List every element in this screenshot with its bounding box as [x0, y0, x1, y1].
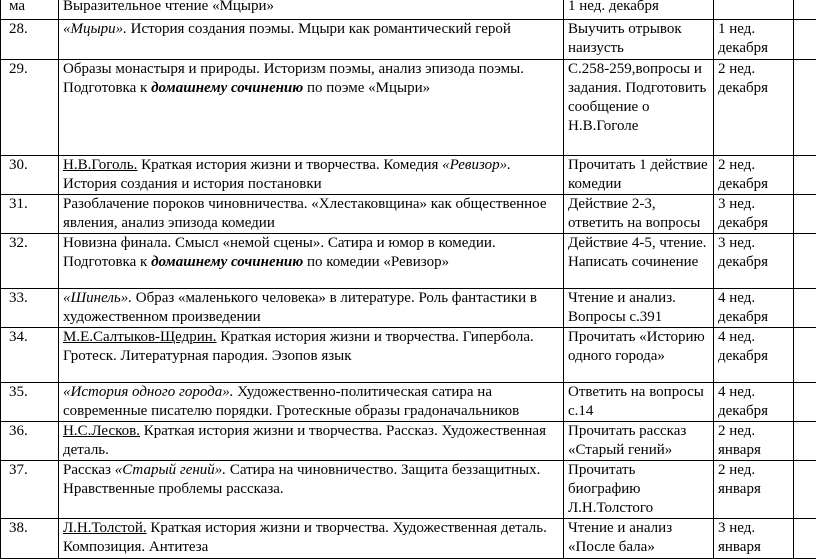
essay-emphasis: домашнему сочинению [151, 254, 303, 270]
lesson-number: 30. [1, 156, 59, 195]
lesson-date: 3 нед. января [714, 519, 794, 559]
lesson-number: 38. [1, 519, 59, 559]
lesson-extra [794, 234, 816, 289]
lesson-homework: Прочитать рассказ «Старый гений» [564, 422, 714, 461]
lesson-topic: Разоблачение пороков чиновничества. «Хлестаковщина» как общественное явления, анализ эпизода комедии [59, 195, 564, 234]
lesson-extra [794, 289, 816, 328]
lesson-extra [794, 0, 816, 20]
table-row [1, 422, 816, 461]
work-title: «Шинель». [63, 290, 132, 306]
lesson-number: 34. [1, 328, 59, 383]
lesson-homework: Прочитать 1 действие комедии [564, 156, 714, 195]
lesson-date: 4 нед. декабря [714, 289, 794, 328]
lesson-date: 2 нед. декабря [714, 156, 794, 195]
lesson-topic: М.Е.Салтыков-Щедрин. Краткая история жизни и творчества. Гипербола. Гротеск. Литературная пародия. Эзопов язык [59, 328, 564, 383]
author-link[interactable]: Н.С.Лесков. [63, 423, 140, 439]
lesson-date: 3 нед. декабря [714, 234, 794, 289]
lesson-homework: Действие 4-5, чтение. Написать сочинение [564, 234, 714, 289]
lesson-topic: Образы монастыря и природы. Историзм поэмы, анализ эпизода поэмы. Подготовка к домашнему сочинению по поэме «Мцыри» [59, 60, 564, 156]
lesson-homework: Выучить отрывок наизусть [564, 20, 714, 60]
lesson-extra [794, 461, 816, 519]
table-row [1, 156, 816, 195]
table-row [1, 60, 816, 156]
lesson-number: 37. [1, 461, 59, 519]
lesson-topic: «История одного города». Художественно-политическая сатира на современные писателю порядки. Гротескные образы градоначальников [59, 383, 564, 422]
lesson-topic: Новизна финала. Смысл «немой сцены». Сатира и юмор в комедии. Подготовка к домашнему сочинению по комедии «Ревизор» [59, 234, 564, 289]
lesson-homework: Чтение и анализ «После бала» [564, 519, 714, 559]
lesson-homework: С.258-259,вопросы и задания. Подготовить сообщение о Н.В.Гоголе [564, 60, 714, 156]
lesson-topic: Выразительное чтение «Мцыри» [59, 0, 564, 20]
lesson-extra [794, 60, 816, 156]
lesson-topic: Рассказ «Старый гений». Сатира на чиновничество. Защита беззащитных. Нравственные проблемы рассказа. [59, 461, 564, 519]
table-row [1, 461, 816, 519]
work-title: «Старый гений». [115, 462, 226, 478]
lesson-number: 35. [1, 383, 59, 422]
lesson-topic: «Мцыри». История создания поэмы. Мцыри как романтический герой [59, 20, 564, 60]
lesson-extra [794, 422, 816, 461]
table-row [1, 383, 816, 422]
work-title: «Мцыри». [63, 21, 127, 37]
table-row [1, 328, 816, 383]
lesson-date: 2 нед. января [714, 422, 794, 461]
lesson-number: 32. [1, 234, 59, 289]
lesson-topic: Л.Н.Толстой. Краткая история жизни и творчества. Художественная деталь. Композиция. Антитеза [59, 519, 564, 559]
lesson-extra [794, 328, 816, 383]
lesson-extra [794, 383, 816, 422]
lesson-date: 2 нед. декабря [714, 60, 794, 156]
table-row [1, 289, 816, 328]
lesson-homework: 1 нед. декабря [564, 0, 714, 20]
lesson-topic: Н.С.Лесков. Краткая история жизни и творчества. Рассказ. Художественная деталь. [59, 422, 564, 461]
table-row [1, 0, 816, 20]
table-row [1, 195, 816, 234]
lesson-homework: Чтение и анализ. Вопросы с.391 [564, 289, 714, 328]
lesson-extra [794, 20, 816, 60]
lesson-date: 4 нед. декабря [714, 328, 794, 383]
lesson-number: ма [1, 0, 59, 20]
lesson-homework: Действие 2-3, ответить на вопросы [564, 195, 714, 234]
lesson-homework: Прочитать биографию Л.Н.Толстого [564, 461, 714, 519]
author-link[interactable]: Н.В.Гоголь. [63, 157, 137, 173]
lesson-extra [794, 156, 816, 195]
lesson-homework: Прочитать «Историю одного города» [564, 328, 714, 383]
lesson-number: 31. [1, 195, 59, 234]
table-row [1, 234, 816, 289]
lesson-topic: Н.В.Гоголь. Краткая история жизни и творчества. Комедия «Ревизор». История создания и история постановки [59, 156, 564, 195]
work-title: «История одного города». [63, 384, 233, 400]
lesson-number: 36. [1, 422, 59, 461]
lesson-number: 29. [1, 60, 59, 156]
essay-emphasis: домашнему сочинению [151, 80, 303, 96]
lesson-number: 33. [1, 289, 59, 328]
lesson-topic: «Шинель». Образ «маленького человека» в литературе. Роль фантастики в художественном произведении [59, 289, 564, 328]
lesson-homework: Ответить на вопросы с.14 [564, 383, 714, 422]
table-row [1, 20, 816, 60]
lesson-extra [794, 519, 816, 559]
lesson-number: 28. [1, 20, 59, 60]
author-link[interactable]: Л.Н.Толстой. [63, 520, 147, 536]
lesson-date: 4 нед. декабря [714, 383, 794, 422]
lesson-date [714, 0, 794, 20]
author-link[interactable]: М.Е.Салтыков-Щедрин. [63, 329, 217, 345]
lesson-extra [794, 195, 816, 234]
work-title: «Ревизор». [442, 157, 511, 173]
lesson-date: 3 нед. декабря [714, 195, 794, 234]
lesson-date: 2 нед. января [714, 461, 794, 519]
table-row [1, 519, 816, 559]
lesson-date: 1 нед. декабря [714, 20, 794, 60]
